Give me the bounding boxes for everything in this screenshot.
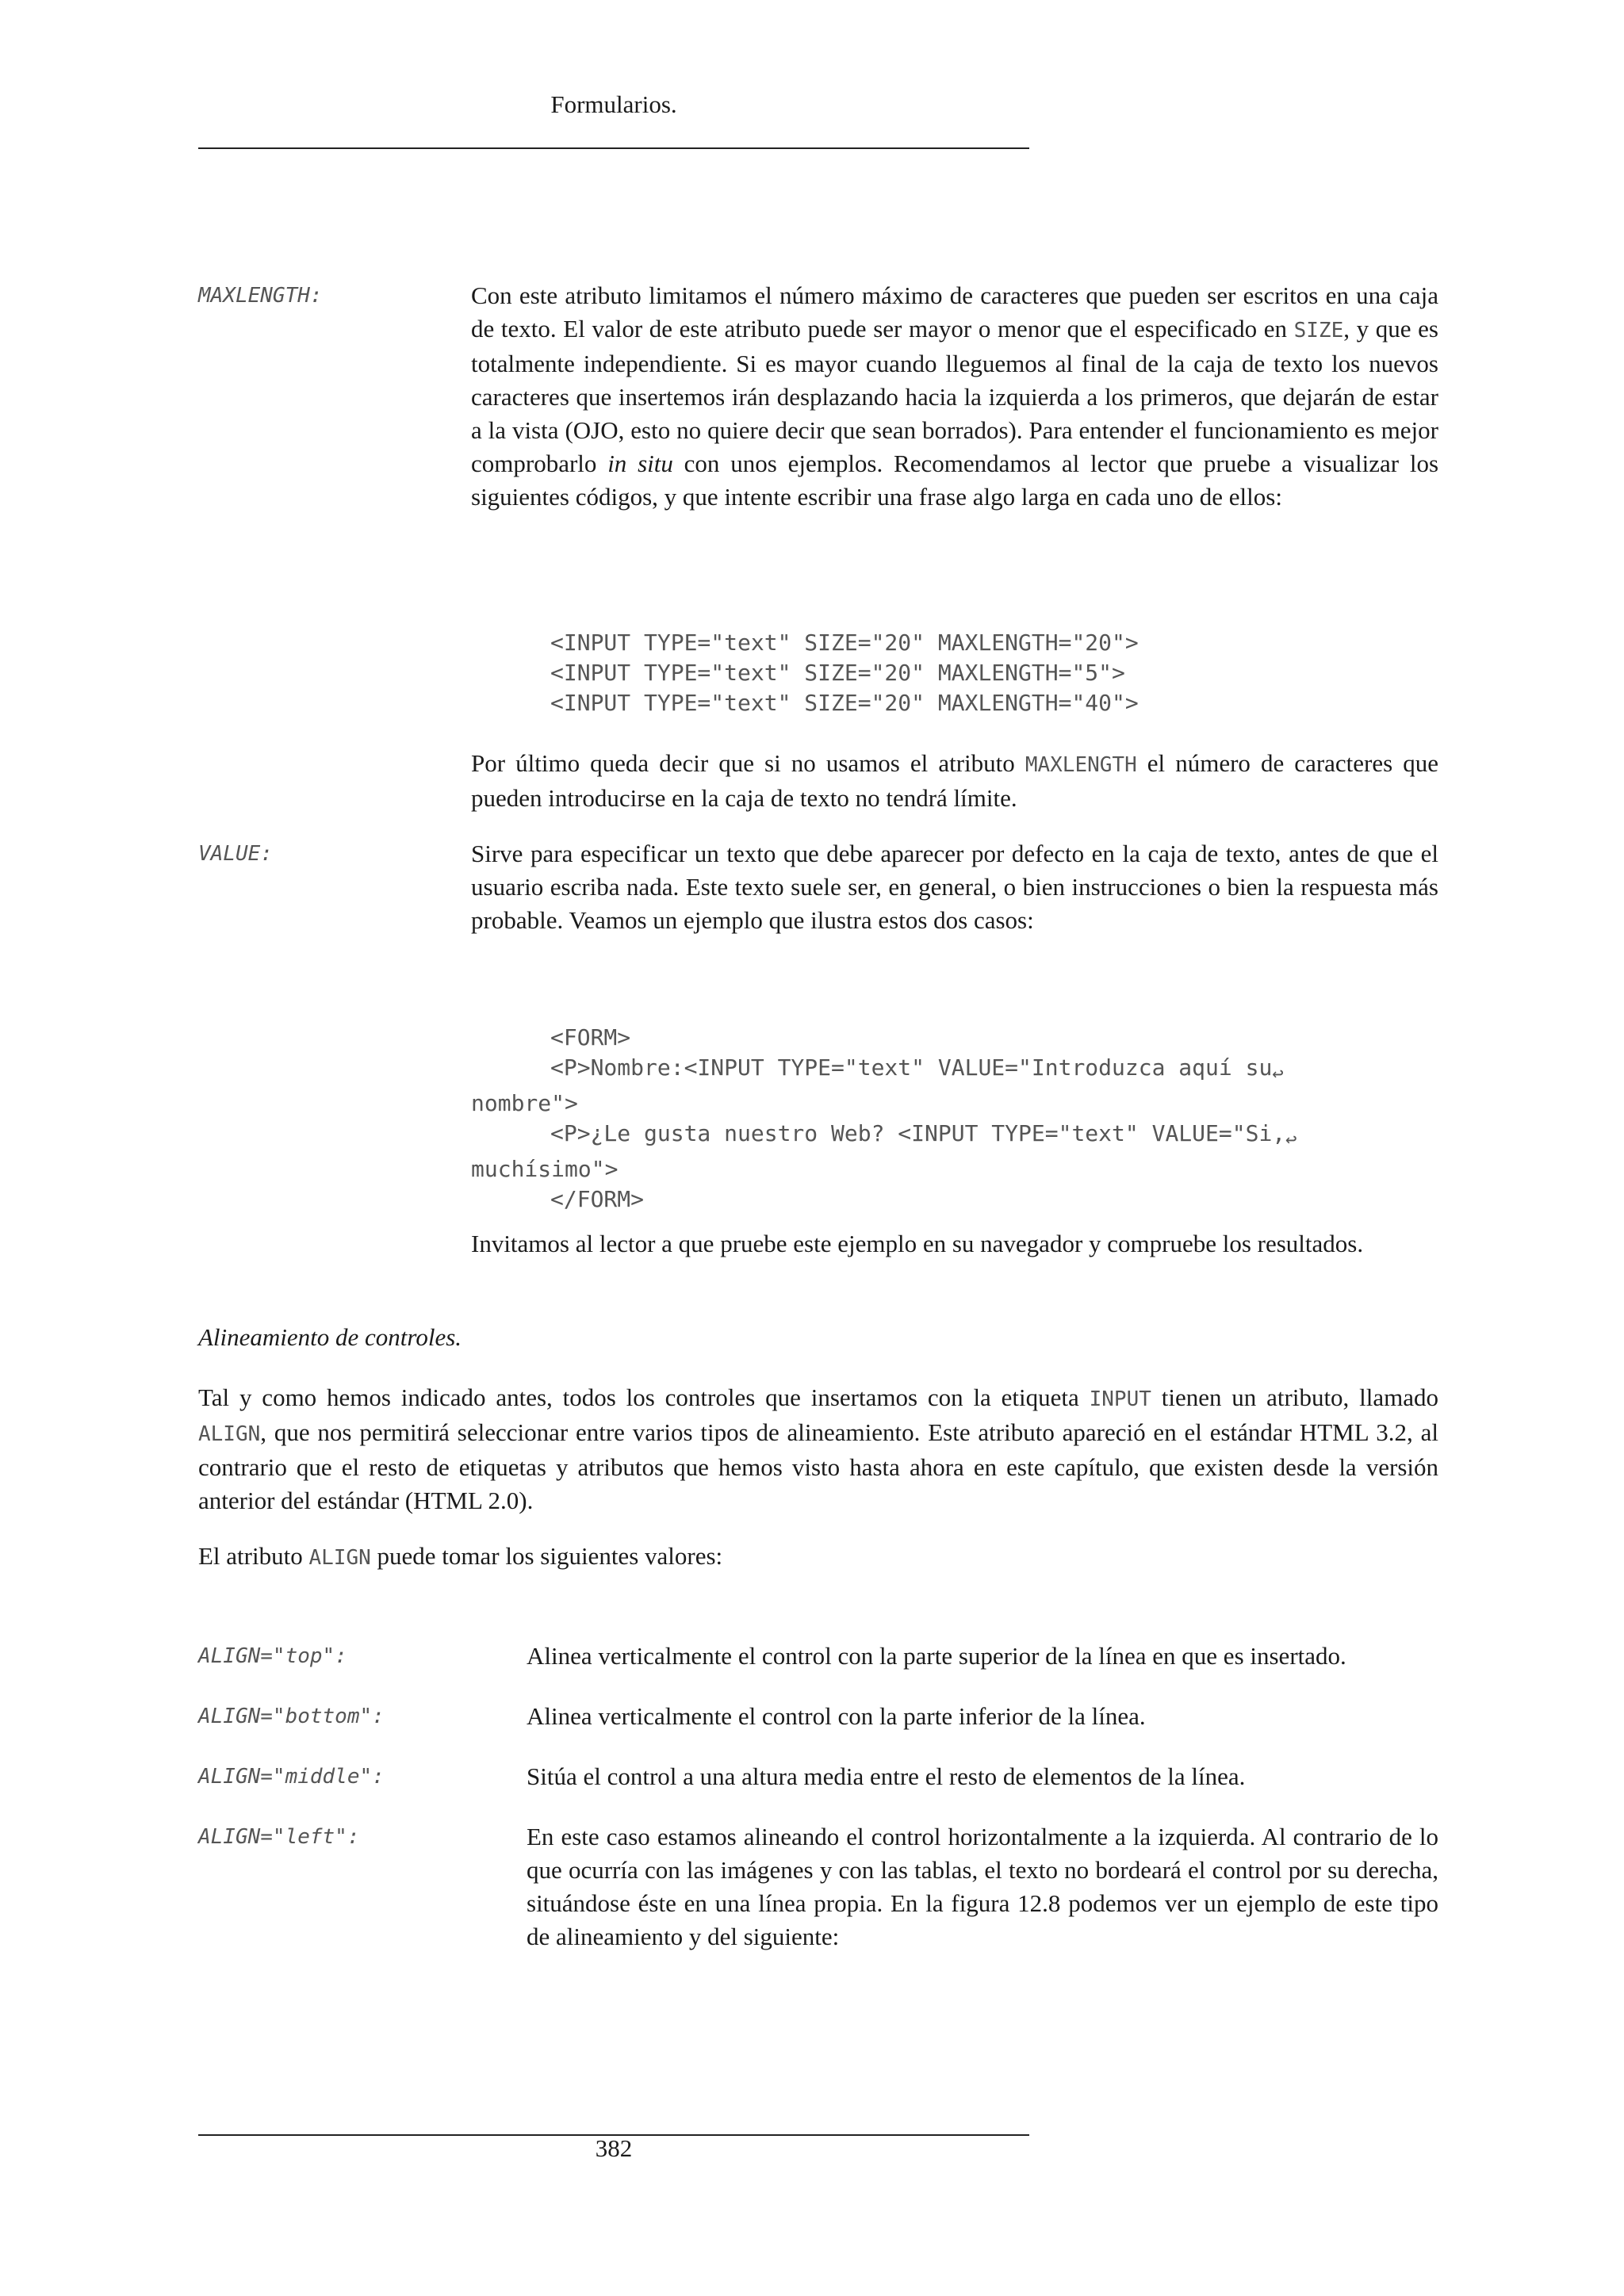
term-align-middle: ALIGN="middle": <box>198 1765 385 1789</box>
section-heading: Alineamiento de controles. <box>198 1323 462 1351</box>
code-inline-align: ALIGN <box>198 1422 261 1446</box>
line-wrap-icon: ↩ <box>1272 1062 1284 1085</box>
desc-align-left: En este caso estamos alineando el control horizontalmente a la izquierda. Al contrario de lo que ocurría con las imágenes y con las tablas, el texto no bordeará el control por su derecha, situándose éste en una línea propia. En la figura 12.8 podemos ver un ejemplo de este tipo de alineamiento y del siguiente: <box>527 1823 1438 1950</box>
text-run: con unos ejemplos. Recomendamos al lector que pruebe a visualizar los siguientes códigos, y que intente escribir una frase algo larga en cada uno de ellos: <box>471 450 1439 511</box>
value-note: Invitamos al lector a que pruebe este ejemplo en su navegador y compruebe los resultados. <box>471 1230 1364 1257</box>
code-line: <INPUT TYPE="text" SIZE="20" MAXLENGTH="5"> <box>550 660 1125 686</box>
code-inline-maxlength: MAXLENGTH <box>1025 753 1137 777</box>
text-run: puede tomar los siguientes valores: <box>370 1542 723 1570</box>
code-line: <FORM> <box>550 1024 631 1050</box>
text-run: Por último queda decir que si no usamos el atributo <box>471 749 1025 777</box>
code-inline-align: ALIGN <box>308 1546 371 1570</box>
maxlength-note <box>471 747 1438 815</box>
code-block-value <box>471 993 1438 1215</box>
maxlength-description <box>471 279 1438 514</box>
text-run: , que nos permitirá seleccionar entre varios tipos de alineamiento. Este atributo apareció en el estándar HTML 3.2, al contrario que el resto de etiquetas y atributos que hemos visto hasta ahora en este capítulo, que existen desde la versión anterior del estándar (HTML 2.0). <box>198 1418 1438 1514</box>
text-run: El atributo <box>198 1542 309 1570</box>
code-line: </FORM> <box>550 1186 645 1212</box>
desc-align-bottom: Alinea verticalmente el control con la parte inferior de la línea. <box>527 1702 1146 1730</box>
code-line <box>471 1119 1438 1154</box>
text-run: tienen un atributo, llamado <box>1151 1383 1438 1411</box>
page-header-title: Formularios. <box>550 90 677 118</box>
term-align-top: ALIGN="top": <box>198 1644 347 1668</box>
page-number: 382 <box>595 2134 633 2162</box>
code-line: <INPUT TYPE="text" SIZE="20" MAXLENGTH="20"> <box>550 629 1139 656</box>
code-text: <P>Nombre:<INPUT TYPE="text" VALUE="Introduzca aquí su <box>550 1054 1273 1081</box>
alignment-values-intro <box>198 1540 1438 1575</box>
term-value: VALUE: <box>198 842 273 866</box>
code-line: <INPUT TYPE="text" SIZE="20" MAXLENGTH="40"> <box>550 690 1139 716</box>
value-description: Sirve para especificar un texto que debe aparecer por defecto en la caja de texto, antes de que el usuario escriba nada. Este texto suele ser, en general, o bien instrucciones o bien la respuesta más probable. Veamos un ejemplo que ilustra estos dos casos: <box>471 840 1438 934</box>
term-align-bottom: ALIGN="bottom": <box>198 1705 385 1728</box>
code-text: <P>¿Le gusta nuestro Web? <INPUT TYPE="text" VALUE="Si, <box>550 1120 1286 1146</box>
text-run: Tal y como hemos indicado antes, todos los controles que insertamos con la etiqueta <box>198 1383 1090 1411</box>
desc-align-top: Alinea verticalmente el control con la parte superior de la línea en que es insertado. <box>527 1642 1346 1670</box>
code-line <box>471 1053 1438 1089</box>
code-block-maxlength <box>471 598 1438 718</box>
term-align-left: ALIGN="left": <box>198 1825 360 1849</box>
text-run: Con este atributo limitamos el número máximo de caracteres que pueden ser escritos en una caja de texto. El valor de este atributo puede ser mayor o menor que el especificado en <box>471 281 1438 342</box>
term-maxlength: MAXLENGTH: <box>198 284 323 308</box>
text-run: , y que es totalmente independiente. Si es mayor cuando lleguemos al final de la caja de texto los nuevos caracteres que insertemos irán desplazando hacia la izquierda a los primeros, que dejarán de estar a la vista (OJO, esto no quiere decir que sean borrados). Para entender el funcionamiento es mejor comprobarlo <box>471 315 1438 477</box>
emphasis-in-situ: in situ <box>607 450 673 477</box>
code-line: nombre"> <box>471 1090 578 1116</box>
alignment-intro <box>198 1381 1438 1517</box>
header-rule <box>198 147 1029 149</box>
code-inline-size: SIZE <box>1293 319 1344 342</box>
desc-align-middle: Sitúa el control a una altura media entre el resto de elementos de la línea. <box>527 1762 1246 1790</box>
code-inline-input: INPUT <box>1089 1387 1151 1411</box>
line-wrap-icon: ↩ <box>1285 1128 1297 1150</box>
text-run: el número de caracteres que pueden introducirse en la caja de texto no tendrá límite. <box>471 749 1439 812</box>
code-line: muchísimo"> <box>471 1156 619 1182</box>
